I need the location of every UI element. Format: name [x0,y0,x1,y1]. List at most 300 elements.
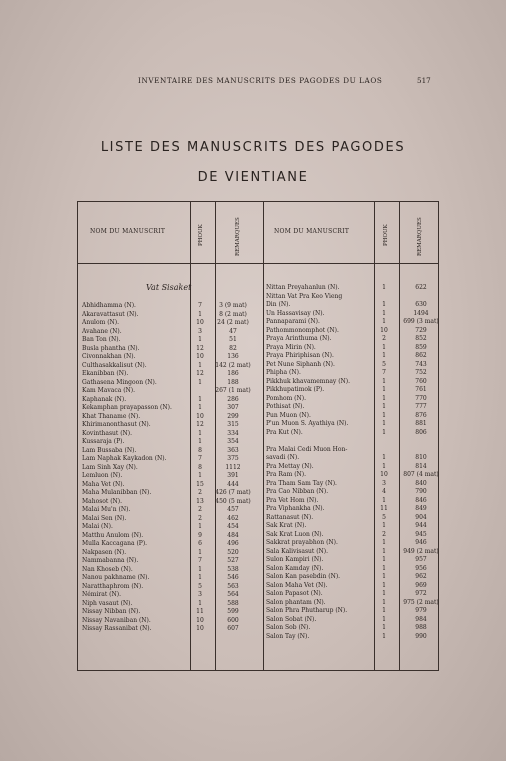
phouk-count: 13 [196,497,204,505]
manuscript-name: Malai Sen (N). [82,514,127,522]
remark: 142 (2 mat) [215,361,251,369]
phouk-count: 1 [198,395,202,403]
table-row [266,548,441,557]
remark: 47 [229,327,237,335]
manuscript-name: Ekanibban (N). [82,370,129,377]
table-row [266,369,441,378]
manuscript-name: Anulom (N). [82,319,120,326]
manuscript-name: Mulla Kaccagana (P). [82,540,148,547]
phouk-count: 1 [382,556,386,563]
manuscript-name: Nanou pakhname (N). [82,574,150,581]
manuscript-name: Sak Krat (N). [266,522,307,529]
phouk-count: 1 [382,496,386,504]
remark: 334 [227,429,239,437]
table-row [82,447,282,456]
manuscript-name: Kekamphan prayapasson (N). [82,404,172,411]
remark: 945 [415,530,427,538]
phouk-count: 3 [198,327,202,335]
remark: 1494 [413,309,429,317]
manuscript-name: Kam Mavaca (N). [82,387,136,394]
phouk-count: 8 [198,463,202,471]
table-row [82,540,282,549]
table-row [82,430,282,439]
manuscript-name: Praya Mirin (N). [266,343,316,351]
manuscript-name: Civonnakhan (N). [82,353,136,360]
manuscript-name: Khat Thaname (N). [82,412,141,420]
phouk-count: 1 [198,565,202,573]
phouk-count: 1 [382,386,386,393]
manuscript-name: Praya Phiriphisan (N). [266,352,334,359]
remark: 527 [227,557,239,564]
phouk-count: 1 [382,590,386,597]
table-row [82,455,282,464]
manuscript-name: Pannaparami (N). [266,318,320,325]
remark: 267 (1 mat) [215,387,251,394]
manuscript-name: Din (N). [266,301,291,308]
manuscript-name: Pra Mettay (N). [266,462,314,470]
manuscript-name: Pra Malai Cedi Muon Hon- [266,445,348,453]
table-row [266,378,441,387]
remark: 846 [415,496,427,504]
remark: 962 [415,573,427,580]
remark: 814 [415,462,427,470]
table-row [266,318,441,327]
table-row [82,506,282,515]
manuscript-name: Kussaraja (P). [82,438,125,445]
table-row [266,361,441,370]
table-row [266,293,441,302]
phouk-count: 5 [382,513,386,521]
table-row [266,403,441,412]
remark: 760 [415,377,427,385]
phouk-count: 1 [382,318,386,325]
phouk-count: 1 [198,404,202,411]
remark: 564 [227,591,239,598]
remark: 979 [415,607,427,614]
remark: 752 [415,369,427,376]
manuscript-name: Pra Tham Sam Tay (N). [266,479,337,487]
manuscript-name: Nittan Preyahanlun (N). [266,284,340,291]
remark: 840 [415,479,427,487]
remark: 946 [415,539,427,546]
table-row [266,522,441,531]
running-head: INVENTAIRE DES MANUSCRITS DES PAGODES DU LAOS [138,76,383,85]
remark: 186 [227,370,239,377]
remark: 444 [227,480,239,488]
remark: 852 [415,335,427,342]
phouk-count: 1 [382,301,386,308]
table-row [266,446,441,455]
remark: 761 [415,386,427,393]
table-row [266,556,441,565]
phouk-count: 1 [382,403,386,410]
manuscript-name: Salon Maha Vet (N). [266,581,328,589]
phouk-count: 10 [196,319,204,326]
remark: 457 [227,506,239,513]
remark: 969 [415,581,427,589]
section-heading: Vat Sisaket [146,283,192,292]
phouk-count: 15 [196,480,204,488]
phouk-count: 10 [196,353,204,360]
phouk-count: 5 [382,360,386,368]
remark: 496 [227,540,239,547]
phouk-count: 1 [198,361,202,369]
manuscript-name: Sak Krat Luon (N). [266,530,324,538]
table-row [82,413,282,422]
manuscript-name: Lam Bussaba (N). [82,446,137,454]
phouk-count: 10 [196,625,204,632]
remark: 426 (7 mat) [215,489,251,496]
table-row [82,319,282,328]
phouk-count: 2 [198,506,202,513]
table-row [82,625,282,634]
phouk-count: 4 [382,488,386,495]
remark: 450 (5 mat) [215,497,251,505]
phouk-count: 10 [196,616,204,624]
phouk-count: 2 [198,489,202,496]
phouk-count: 9 [198,531,202,539]
manuscript-name: Pra Kut (N). [266,428,303,436]
remark: 538 [227,565,239,573]
phouk-count: 6 [198,540,202,547]
table-row [82,336,282,345]
phouk-count: 7 [198,455,202,462]
remark: 862 [415,352,427,359]
phouk-count: 10 [380,471,388,478]
remark: 699 (3 mat) [403,318,439,325]
page-title: LISTE DES MANUSCRITS DES PAGODES [100,140,406,155]
table-row [82,489,282,498]
col-header-phouk-right: PHOUK [383,224,389,246]
table-row [82,396,282,405]
manuscript-name: Pet Nune Siphanh (N). [266,360,335,368]
table-row [266,327,441,336]
table-row [266,480,441,489]
table-row [266,463,441,472]
remark: 859 [415,343,427,351]
phouk-count: 1 [198,599,202,607]
phouk-count: 1 [382,420,386,427]
phouk-count: 1 [382,428,386,436]
phouk-count: 2 [382,530,386,538]
table-row [82,617,282,626]
manuscript-name: Culthasakkalisut (N). [82,361,147,369]
remark: 807 (4 mat) [403,471,439,478]
table-row [82,608,282,617]
table-row [82,370,282,379]
remark: 806 [415,428,427,436]
remark: 462 [227,514,239,522]
table-row [266,471,441,480]
phouk-count: 1 [382,539,386,546]
manuscript-name: Pikkhuk khavamemnay (N). [266,377,351,385]
table-row [82,600,282,609]
manuscript-name: Salon Tay (N). [266,632,310,640]
table-row [266,488,441,497]
table-row [82,328,282,337]
manuscript-name: Salon Papasot (N). [266,590,323,597]
col-header-remarques-left: REMARQUES [235,217,241,256]
phouk-count: 1 [382,454,386,461]
manuscript-name: Matthu Anulom (N). [82,531,144,539]
remark: 307 [227,404,239,411]
phouk-count: 7 [382,369,386,376]
table-row [266,539,441,548]
table-row [266,590,441,599]
remark: 1112 [225,463,241,471]
table-row [82,549,282,558]
phouk-count: 1 [382,394,386,402]
manuscript-name: Kaphanak (N). [82,395,127,403]
table-row [82,464,282,473]
phouk-count: 1 [382,615,386,623]
manuscript-name: Praya Arinthuma (N). [266,335,332,342]
phouk-count: 5 [198,582,202,590]
table-row [82,311,282,320]
manuscript-name: savadi (N). [266,454,300,461]
table-row [82,523,282,532]
manuscript-name: Lam Naphak Kaykadon (N). [82,455,167,462]
right-column-rows [266,284,441,641]
manuscript-name: Nittan Vat Pra Keo Vieng [266,292,343,300]
col-header-name-left: NOM DU MANUSCRIT [90,228,166,235]
manuscript-name: Niph vasaut (N). [82,599,133,607]
manuscript-name: Un Hassavisay (N). [266,309,325,317]
col-header-remarques-right: REMARQUES [417,217,423,256]
remark: 790 [415,488,427,495]
table-row [266,335,441,344]
manuscript-name: Pra Viphankha (N). [266,505,325,512]
table-row [82,591,282,600]
remark: 975 (2 mat) [403,598,439,606]
manuscript-name: Khirimanonthasut (N). [82,421,151,428]
phouk-count: 8 [198,446,202,454]
remark: 957 [415,556,427,563]
phouk-count: 1 [198,438,202,445]
table-row [266,429,441,438]
table-row [82,515,282,524]
remark: 622 [415,284,427,291]
manuscript-name: Gathasena Mingoon (N). [82,378,157,386]
phouk-count: 1 [382,607,386,614]
page-subtitle: DE VIENTIANE [197,170,309,185]
table-row [82,566,282,575]
table-row [82,583,282,592]
left-column-rows [82,302,282,634]
table-row [82,404,282,413]
table-row [266,599,441,608]
remark: 949 (2 mat) [403,547,439,555]
phouk-count: 1 [382,632,386,640]
table-row [82,362,282,371]
remark: 188 [227,378,239,386]
manuscript-name: Némirat (N). [82,591,122,598]
manuscript-name: Akaravattasut (N). [82,310,139,318]
table-row [82,574,282,583]
manuscript-name: Pomhom (N). [266,394,307,402]
manuscript-name: Nan Khoseb (N). [82,565,133,573]
col-header-name-right: NOM DU MANUSCRIT [274,228,350,235]
manuscript-name: Pathommonomphot (N). [266,326,339,334]
manuscript-name: Pra Vet Hom (N). [266,496,319,504]
remark: 777 [415,403,427,410]
phouk-count: 3 [382,479,386,487]
remark: 315 [227,421,239,428]
manuscript-name: Maha Mulanibban (N). [82,489,152,496]
manuscript-name: Nakpasen (N). [82,548,127,556]
remark: 630 [415,301,427,308]
table-row [82,421,282,430]
table-row [266,497,441,506]
manuscript-name: Rattanasut (N). [266,513,314,521]
remark: 299 [227,412,239,420]
remark: 136 [227,353,239,360]
remark: 972 [415,590,427,597]
manuscript-name: Pothisat (N). [266,403,305,410]
manuscript-name: Kovinthasut (N). [82,429,133,437]
phouk-count: 1 [382,573,386,580]
phouk-count: 11 [196,608,204,615]
remark: 82 [229,344,237,352]
phouk-count: 1 [382,624,386,631]
remark: 8 (2 mat) [219,310,247,318]
manuscript-name: Avahane (N). [82,327,122,335]
phouk-count: 1 [382,564,386,572]
table-row [266,582,441,591]
remark: 588 [227,599,239,607]
table-row [82,481,282,490]
phouk-count: 3 [198,591,202,598]
table-row [266,437,441,446]
phouk-count: 1 [382,547,386,555]
header-divider [78,263,438,264]
phouk-count: 7 [198,302,202,309]
phouk-count: 1 [382,309,386,317]
table-row [266,284,441,293]
manuscript-name: Nammabanna (N). [82,557,139,564]
table-row [82,302,282,311]
remark: 984 [415,615,427,623]
table-row [82,438,282,447]
phouk-count: 1 [198,336,202,343]
table-row [266,420,441,429]
manuscript-name: Salon Kan pasebdin (N). [266,573,341,580]
table-row [82,498,282,507]
manuscript-name: Nissay Nibban (N). [82,608,141,615]
table-row [82,353,282,362]
phouk-count: 12 [196,344,204,352]
table-row [266,607,441,616]
table-row [266,412,441,421]
phouk-count: 1 [198,310,202,318]
manuscript-name: Busla phantha (N). [82,344,140,352]
table-row [266,624,441,633]
manuscript-name: Nissay Rassanibat (N). [82,625,152,632]
phouk-count: 1 [198,472,202,479]
manuscript-name: Salon Kamday (N). [266,564,324,572]
remark: 599 [227,608,239,615]
manuscript-name: Ban Ton (N). [82,336,121,343]
phouk-count: 1 [198,574,202,581]
table-row [266,565,441,574]
phouk-count: 12 [196,370,204,377]
phouk-count: 1 [382,581,386,589]
remark: 956 [415,564,427,572]
phouk-count: 1 [382,598,386,606]
remark: 484 [227,531,239,539]
table-row [266,386,441,395]
table-row [266,395,441,404]
table-row [82,379,282,388]
phouk-count: 1 [198,523,202,530]
table-row [82,345,282,354]
manuscript-name: Pikkhupatimok (P). [266,386,325,393]
remark: 810 [415,454,427,461]
manuscript-name: Abhidhamma (N). [82,302,136,309]
remark: 375 [227,455,239,462]
phouk-count: 1 [198,548,202,556]
page-number: 517 [417,76,431,85]
manuscript-name: Pra Cao Nibban (N). [266,488,329,495]
remark: 563 [227,582,239,590]
table-row [266,514,441,523]
remark: 988 [415,624,427,631]
phouk-count: 1 [382,411,386,419]
manuscript-name: P'un Muon S. Ayathiya (N). [266,420,349,427]
table-row [266,633,441,642]
manuscript-name: Salon Phra Phutharup (N). [266,607,348,614]
manuscript-name: Lam Sinh Xay (N). [82,463,138,471]
table-row [266,505,441,514]
phouk-count: 1 [382,352,386,359]
table-row [82,387,282,396]
table-row [266,531,441,540]
remark: 904 [415,513,427,521]
remark: 391 [227,472,239,479]
manuscript-name: Lemluon (N). [82,472,123,479]
manuscript-name: Mahosot (N). [82,497,123,505]
remark: 729 [415,326,427,334]
table-row [266,573,441,582]
remark: 600 [227,616,239,624]
table-row [82,557,282,566]
remark: 520 [227,548,239,556]
manuscript-name: Pun Muon (N). [266,411,311,419]
phouk-count: 1 [198,429,202,437]
phouk-count: 1 [198,378,202,386]
table-row [266,352,441,361]
remark: 944 [415,522,427,529]
table-row [82,472,282,481]
phouk-count: 2 [198,514,202,522]
manuscript-name: Sala Kalivisasut (N). [266,547,329,555]
remark: 51 [229,336,237,343]
manuscript-name: Malai (N). [82,523,113,530]
phouk-count: 12 [196,421,204,428]
remark: 354 [227,438,239,445]
manuscript-name: Nissay Navaniban (N). [82,616,151,624]
manuscript-name: Phipha (N). [266,369,301,376]
table-row [82,532,282,541]
manuscript-name: Sulon Kampiri (N). [266,556,324,563]
manuscript-name: Pra Ram (N). [266,471,307,478]
table-row [266,454,441,463]
phouk-count: 1 [382,284,386,291]
col-header-phouk-left: PHOUK [198,224,204,246]
remark: 849 [415,505,427,512]
table-row [266,344,441,353]
manuscript-name: Malai Mu'n (N). [82,506,131,513]
